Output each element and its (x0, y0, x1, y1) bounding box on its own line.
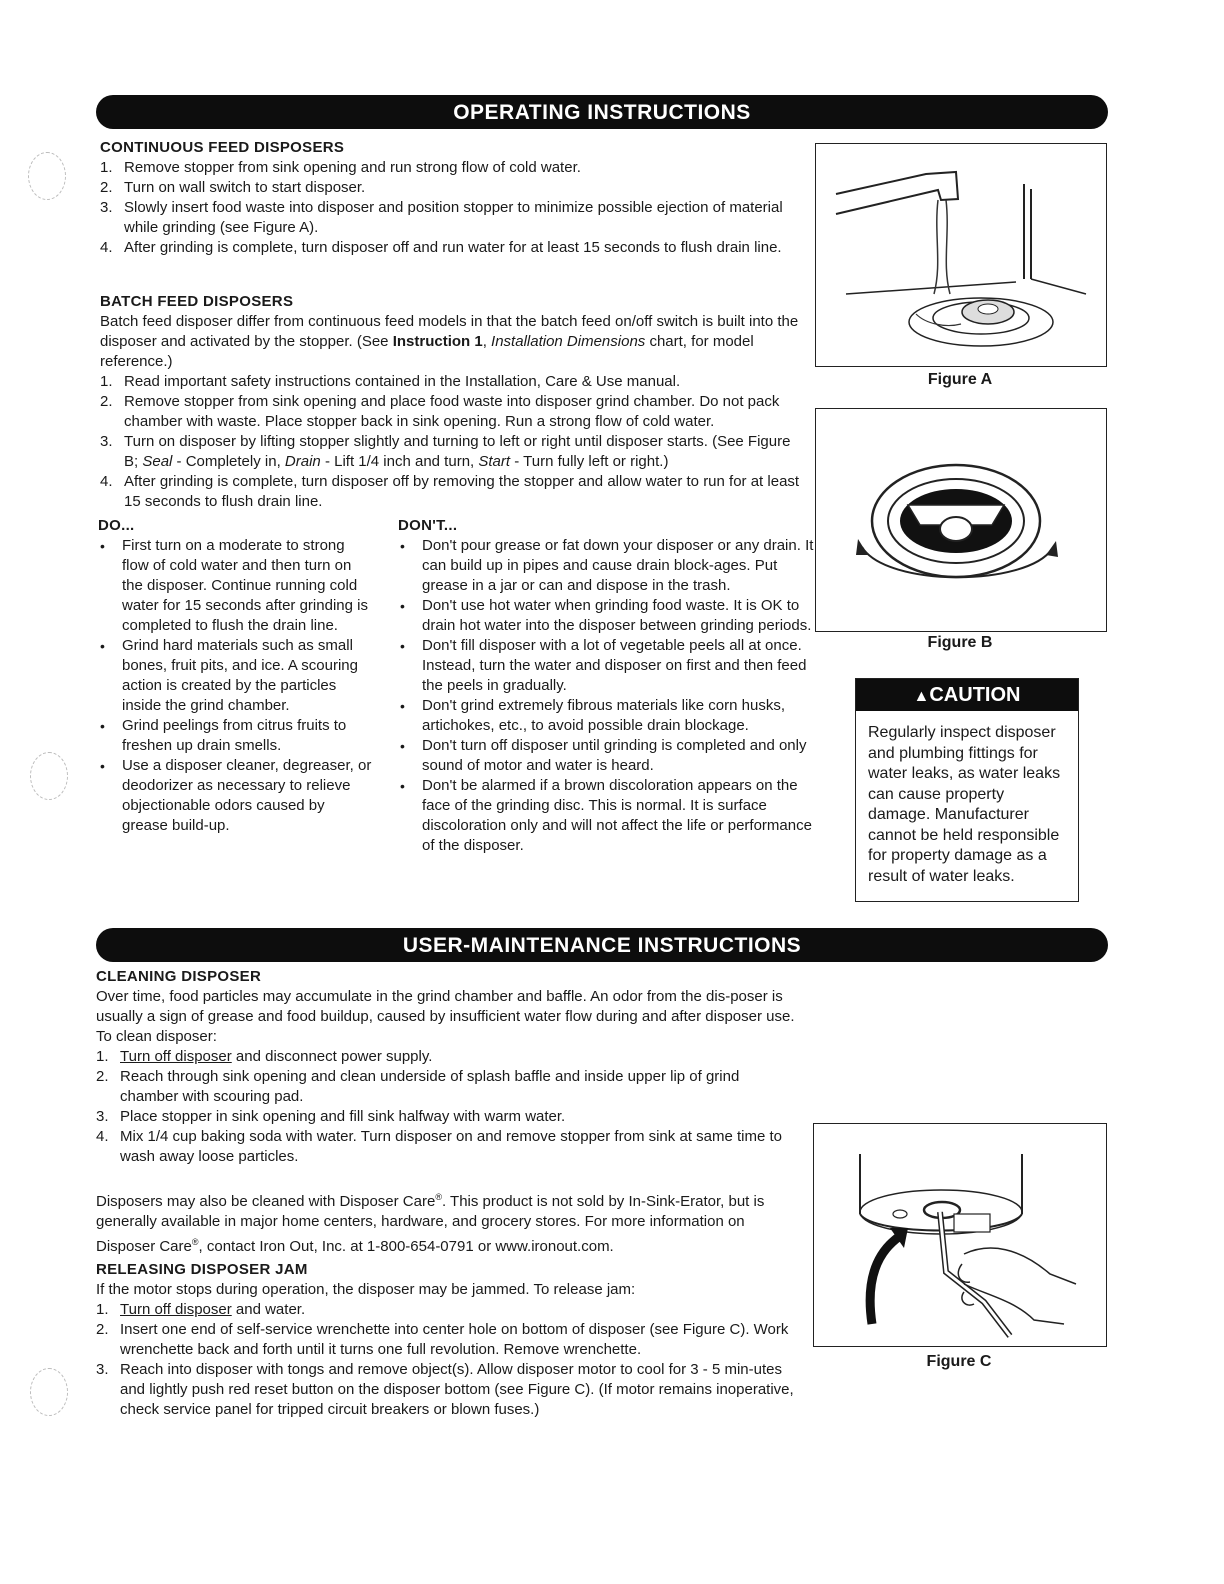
list-item: • Don't fill disposer with a lot of vegetable peels all at once. Instead, turn the water and disposer on first and then feed the peels in gradually. (400, 637, 807, 694)
disposer-care-paragraph: Disposers may also be cleaned with Disposer Care®. This product is not sold by In-Sink-Erator, but is generally available in major home centers, hardware, and grocery stores. For more information on Disposer Care®, contact Iron Out, Inc. at 1-800-654-0791 or www.ironout.com. (96, 1192, 765, 1255)
figure-c-box (813, 1123, 1107, 1347)
list-item: • Don't turn off disposer until grinding is completed and only sound of motor and water is heard. (400, 737, 807, 774)
releasing-jam-title: RELEASING DISPOSER JAM (96, 1261, 308, 1278)
cleaning-disposer-title: CLEANING DISPOSER (96, 968, 262, 985)
list-item: 4. After grinding is complete, turn disposer off and run water for at least 15 seconds to flush drain line. (100, 239, 782, 256)
list-item: • Use a disposer cleaner, degreaser, or deodorizer as necessary to relieve objectionable odors caused by grease build-up. (100, 757, 372, 834)
batch-feed-title: BATCH FEED DISPOSERS (100, 293, 294, 310)
continuous-feed-section (100, 138, 800, 258)
list-item: • Don't grind extremely fibrous materials like corn husks, artichokes, etc., to avoid possible drain blockage. (400, 697, 786, 734)
dont-list (398, 536, 814, 856)
continuous-feed-title: CONTINUOUS FEED DISPOSERS (100, 139, 345, 156)
list-item: 2. Remove stopper from sink opening and place food waste into disposer grind chamber. Do not pack chamber with waste. Place stopper back in sink opening. Run a strong flow of cold water. (100, 393, 780, 430)
batch-feed-section (100, 292, 802, 512)
operating-instructions-title: OPERATING INSTRUCTIONS (453, 101, 751, 124)
list-item: • Don't be alarmed if a brown discoloration appears on the face of the grinding disc. This is normal. It is surface discoloration only and will not affect the life or performance of the disposer. (400, 777, 812, 854)
do-section (98, 516, 374, 836)
list-item: 3. Reach into disposer with tongs and remove object(s). Allow disposer motor to cool for 3 - 5 min-utes and lightly push red reset button on the disposer bottom (see Figure C). (If motor remains inoperative, check service panel for tripped circuit breakers or blown fuses.) (96, 1361, 794, 1418)
stopper-rotation-illustration (816, 409, 1106, 631)
figure-b-box (815, 408, 1107, 632)
wrenchette-illustration (814, 1124, 1106, 1346)
list-item: • Don't pour grease or fat down your disposer or any drain. It can build up in pipes and cause drain block-ages. Put grease in a jar or can and dispose in the trash. (400, 537, 814, 594)
caution-text: Regularly inspect disposer and plumbing fittings for water leaks, as water leaks can cause property damage. Manufacturer cannot be held responsible for property damage as a result of water leaks. (868, 724, 1061, 885)
warning-triangle-icon: ▲ (913, 688, 930, 705)
do-list (98, 536, 374, 836)
dont-title: DON'T... (398, 517, 458, 534)
list-item: 3. Slowly insert food waste into disposer and position stopper to minimize possible ejection of material while grinding (see Figure A). (100, 199, 783, 236)
binder-hole-bottom (30, 1368, 68, 1416)
figure-a-box (815, 143, 1107, 367)
cleaning-intro: Over time, food particles may accumulate in the grind chamber and baffle. An odor from the dis-poser is usually a sign of grease and food buildup, caused by insufficient water flow during and after disposer use. To clean disposer: (96, 988, 795, 1045)
figure-a-caption: Figure A (927, 371, 993, 388)
list-item: 1. Remove stopper from sink opening and run strong flow of cold water. (100, 159, 581, 176)
user-maintenance-title: USER-MAINTENANCE INSTRUCTIONS (402, 934, 802, 957)
list-item: 3. Turn on disposer by lifting stopper slightly and turning to left or right until disposer starts. (See Figure B; Seal - Completely in, Drain - Lift 1/4 inch and turn, Start - Turn fully left or right.) (100, 433, 791, 470)
list-item: 4. After grinding is complete, turn disposer off by removing the stopper and allow water to run for at least 15 seconds to flush drain line. (100, 473, 800, 510)
jam-intro: If the motor stops during operation, the disposer may be jammed. To release jam: (96, 1281, 636, 1298)
operating-instructions-banner (96, 95, 1108, 129)
list-item: 4. Mix 1/4 cup baking soda with water. Turn disposer on and remove stopper from sink at same time to wash away loose particles. (96, 1128, 782, 1165)
user-maintenance-banner (96, 928, 1108, 962)
do-title: DO... (98, 517, 135, 534)
figure-c-caption: Figure C (926, 1353, 992, 1370)
jam-steps (96, 1300, 800, 1420)
list-item: • First turn on a moderate to strong flow of cold water and then turn on the disposer. Continue running cold water for 15 seconds after grinding is completed to flush the drain line. (100, 537, 368, 634)
cleaning-disposer-section (96, 967, 800, 1257)
dont-section (398, 516, 814, 856)
faucet-sink-illustration (816, 144, 1106, 366)
list-item: • Don't use hot water when grinding food waste. It is OK to drain hot water into the disposer between grinding periods. (400, 597, 812, 634)
list-item: 1. Turn off disposer and water. (96, 1301, 306, 1318)
list-item: • Grind hard materials such as small bones, fruit pits, and ice. A scouring action is created by the particles inside the grind chamber. (100, 637, 358, 714)
list-item: • Grind peelings from citrus fruits to freshen up drain smells. (100, 717, 347, 754)
list-item: 2. Turn on wall switch to start disposer. (100, 179, 366, 196)
list-item: 2. Reach through sink opening and clean underside of splash baffle and inside upper lip of grind chamber with scouring pad. (96, 1068, 740, 1105)
releasing-jam-section (96, 1260, 800, 1420)
batch-feed-intro: Batch feed disposer differ from continuous feed models in that the batch feed on/off switch is built into the disposer and activated by the stopper. (See Instruction 1, Installation Dimensions chart, for model reference.) (100, 313, 799, 370)
figure-b-caption: Figure B (927, 634, 993, 651)
caution-box (855, 678, 1079, 902)
binder-hole-top (28, 152, 66, 200)
list-item: 2. Insert one end of self-service wrenchette into center hole on bottom of disposer (see Figure C). Work wrenchette back and forth until it turns one full revolution. Remove wrenchette. (96, 1321, 789, 1358)
batch-feed-steps (100, 372, 802, 512)
caution-label: CAUTION (929, 684, 1021, 706)
list-item: 1. Read important safety instructions contained in the Installation, Care & Use manual. (100, 373, 681, 390)
list-item: 3. Place stopper in sink opening and fill sink halfway with warm water. (96, 1108, 566, 1125)
list-item: 1. Turn off disposer and disconnect power supply. (96, 1048, 433, 1065)
cleaning-steps (96, 1047, 800, 1167)
caution-header (856, 679, 1078, 711)
binder-hole-middle (30, 752, 68, 800)
continuous-feed-steps (100, 158, 800, 258)
